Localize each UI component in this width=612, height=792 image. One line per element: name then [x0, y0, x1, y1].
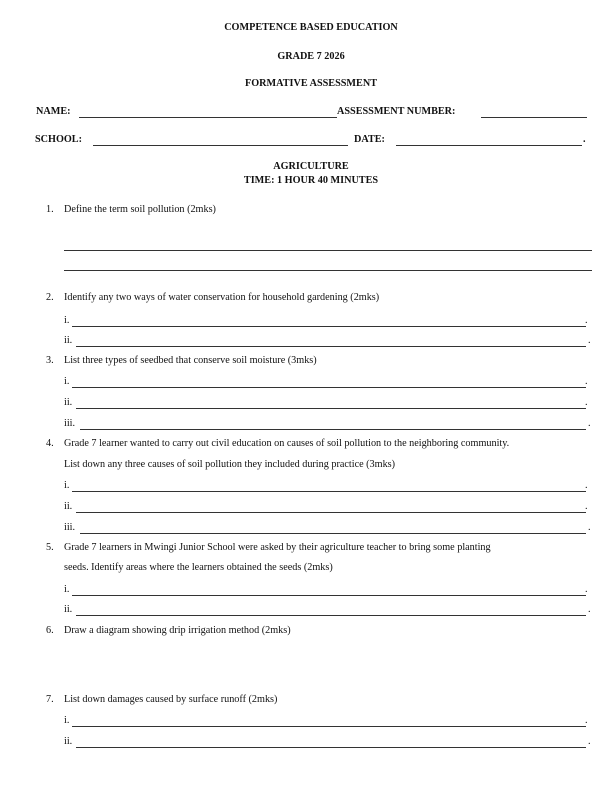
- answer-label: iii.: [64, 522, 76, 533]
- question-number: 7.: [46, 694, 54, 705]
- question-number: 1.: [46, 204, 54, 215]
- assessment-number-field[interactable]: [481, 117, 587, 118]
- question-number: 6.: [46, 625, 54, 636]
- question-number: 3.: [46, 355, 54, 366]
- answer-period: .: [588, 418, 591, 429]
- header-title: COMPETENCE BASED EDUCATION: [224, 22, 398, 33]
- assessment-number-label: ASSESSMENT NUMBER:: [337, 106, 456, 117]
- answer-period: .: [585, 715, 588, 726]
- answer-line[interactable]: [72, 491, 586, 492]
- header-assessment-type: FORMATIVE ASSESSMENT: [245, 78, 377, 89]
- answer-period: .: [585, 501, 588, 512]
- subject-title: AGRICULTURE: [273, 161, 349, 172]
- answer-period: .: [588, 335, 591, 346]
- answer-label: iii.: [64, 418, 76, 429]
- question-text: List down damages caused by surface runoff (2mks): [64, 694, 278, 705]
- question-text: Define the term soil pollution (2mks): [64, 204, 216, 215]
- answer-label: ii.: [64, 501, 73, 512]
- answer-line[interactable]: [72, 326, 586, 327]
- question-number: 5.: [46, 542, 54, 553]
- answer-period: .: [588, 522, 591, 533]
- answer-line[interactable]: [72, 595, 586, 596]
- school-label: SCHOOL:: [35, 134, 82, 145]
- name-label: NAME:: [36, 106, 71, 117]
- answer-label: i.: [64, 480, 70, 491]
- date-label: DATE:: [354, 134, 385, 145]
- question-text: List down any three causes of soil pollution they included during practice (3mks): [64, 459, 396, 470]
- question-number: 4.: [46, 438, 54, 449]
- answer-label: ii.: [64, 397, 73, 408]
- answer-period: .: [585, 376, 588, 387]
- answer-period: .: [585, 480, 588, 491]
- answer-period: .: [585, 584, 588, 595]
- date-period: .: [583, 134, 586, 145]
- answer-line[interactable]: [76, 615, 586, 616]
- answer-line[interactable]: [76, 512, 586, 513]
- school-field[interactable]: [93, 145, 348, 146]
- answer-label: ii.: [64, 736, 73, 747]
- answer-line[interactable]: [76, 346, 586, 347]
- answer-line[interactable]: [76, 408, 586, 409]
- answer-line[interactable]: [80, 533, 586, 534]
- answer-line[interactable]: [80, 429, 586, 430]
- answer-period: .: [588, 604, 591, 615]
- exam-time: TIME: 1 HOUR 40 MINUTES: [243, 175, 379, 186]
- answer-line[interactable]: [76, 747, 586, 748]
- answer-label: i.: [64, 315, 70, 326]
- answer-line[interactable]: [72, 387, 586, 388]
- question-text: Grade 7 learners in Mwingi Junior School were asked by their agriculture teacher to bring some planting: [64, 542, 491, 553]
- answer-label: ii.: [64, 335, 73, 346]
- answer-label: ii.: [64, 604, 73, 615]
- date-field[interactable]: [396, 145, 582, 146]
- answer-label: i.: [64, 584, 70, 595]
- question-text: seeds. Identify areas where the learners obtained the seeds (2mks): [64, 562, 333, 573]
- question-text: Identify any two ways of water conservation for household gardening (2mks): [64, 292, 380, 303]
- question-text: Draw a diagram showing drip irrigation method (2mks): [64, 625, 291, 636]
- answer-period: .: [585, 397, 588, 408]
- header-grade: GRADE 7 2026: [277, 51, 345, 62]
- answer-line[interactable]: [72, 726, 586, 727]
- answer-line[interactable]: [64, 270, 592, 271]
- answer-line[interactable]: [64, 250, 592, 251]
- answer-label: i.: [64, 715, 70, 726]
- question-text: List three types of seedbed that conserve soil moisture (3mks): [64, 355, 317, 366]
- answer-label: i.: [64, 376, 70, 387]
- question-text: Grade 7 learner wanted to carry out civil education on causes of soil pollution to the neighboring community.: [64, 438, 510, 449]
- answer-period: .: [588, 736, 591, 747]
- name-field[interactable]: [79, 117, 337, 118]
- question-number: 2.: [46, 292, 54, 303]
- answer-period: .: [585, 315, 588, 326]
